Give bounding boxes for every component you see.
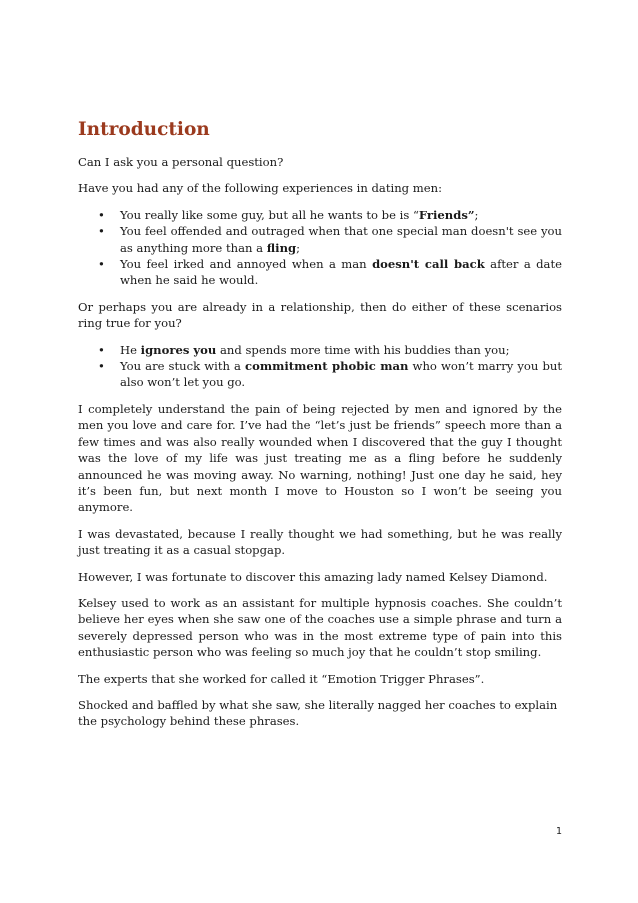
bullet-icon: • [98, 224, 105, 239]
list-item: • He ignores you and spends more time with his buddies than you; [98, 342, 510, 357]
list-item: • You really like some guy, but all he wants to be is “Friends”; [98, 207, 479, 222]
list-item: • You feel irked and annoyed when a man doesn't call back after a date when he said he would. [98, 257, 562, 288]
page-content [78, 118, 562, 740]
paragraph-however: However, I was fortunate to discover this amazing lady named Kelsey Diamond. [78, 569, 548, 584]
paragraph-shocked: Shocked and baffled by what she saw, she literally nagged her coaches to explain the psychology behind these phrases. [78, 697, 558, 729]
paragraph-understand: I completely understand the pain of being rejected by men and ignored by the men you love and care for. I’ve had the “let’s just be friends” speech more than a few times and was also really wounded when I discovered that the guy I thought was the love of my life was just treating me as a fling before he suddenly announced he was moving away. No warning, nothing! Just one day he said, hey it’s been fun, but next month I move to Houston so I won’t be seeing you anymore. [78, 401, 562, 515]
bullet-icon: • [98, 359, 105, 374]
paragraph-relationship: Or perhaps you are already in a relationship, then do either of these scenarios ring true for you? [78, 299, 562, 331]
paragraph-question: Can I ask you a personal question? [78, 155, 284, 169]
bullet-icon: • [98, 342, 105, 357]
section-heading: Introduction [78, 119, 210, 140]
bullet-icon: • [98, 257, 105, 272]
paragraph-kelsey: Kelsey used to work as an assistant for multiple hypnosis coaches. She couldn’t believe her eyes when she saw one of the coaches use a simple phrase and turn a severely depressed person who was in the most extreme type of pain into this enthusiastic person who was feeling so much joy that he couldn’t stop smiling. [78, 595, 562, 660]
paragraph-experiences: Have you had any of the following experiences in dating men: [78, 181, 443, 196]
bullet-icon: • [98, 207, 105, 222]
list-item: • You are stuck with a commitment phobic man who won’t marry you but also won’t let you go. [98, 359, 562, 390]
paragraph-devastated: I was devastated, because I really thought we had something, but he was really just treating it as a casual stopgap. [78, 526, 562, 558]
page-number: 1 [555, 826, 562, 837]
list-item: • You feel offended and outraged when that one special man doesn't see you as anything more than a fling; [98, 224, 562, 255]
experience-list [78, 207, 562, 289]
scenario-list [78, 342, 562, 391]
paragraph-experts: The experts that she worked for called it “Emotion Trigger Phrases”. [78, 671, 485, 686]
